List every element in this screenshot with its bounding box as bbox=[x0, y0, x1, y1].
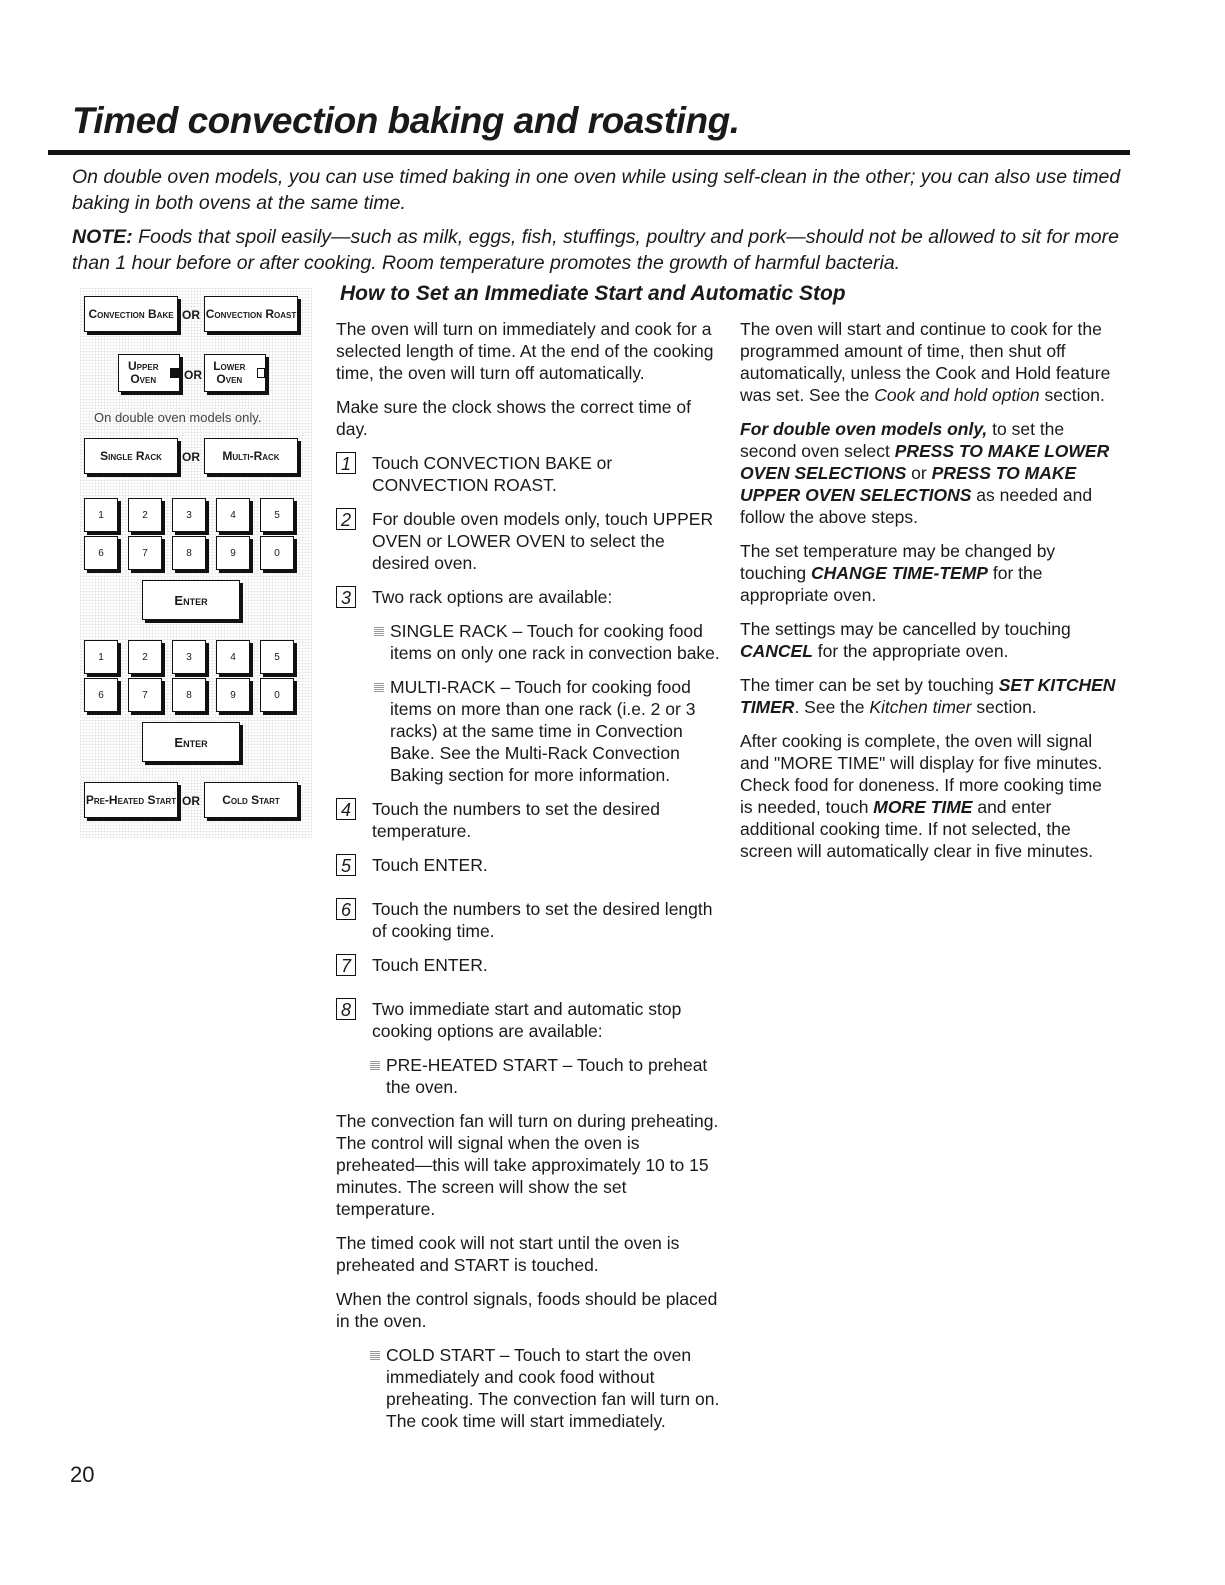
step-number: 8 bbox=[336, 998, 356, 1020]
text-bold: CHANGE TIME-TEMP bbox=[811, 563, 988, 583]
cold-start-key: Cold Start bbox=[204, 782, 298, 818]
step-text: For double oven models only, touch UPPER OVEN or LOWER OVEN to select the desired oven. bbox=[372, 509, 714, 573]
text: for the appropriate oven. bbox=[740, 563, 1043, 605]
bullet-text: PRE-HEATED START – Touch to preheat the oven. bbox=[386, 1055, 708, 1097]
text-bold: For double oven models only, bbox=[740, 419, 988, 439]
step-text: Touch ENTER. bbox=[372, 855, 488, 875]
or-label: OR bbox=[182, 450, 200, 464]
step-2 bbox=[336, 508, 720, 574]
digit-key: 7 bbox=[128, 536, 162, 570]
text: to set the second oven select bbox=[740, 419, 1065, 461]
digit-key: 6 bbox=[84, 536, 118, 570]
step-text: Touch ENTER. bbox=[372, 955, 488, 975]
text: The timer can be set by touching bbox=[740, 675, 999, 695]
list-item bbox=[368, 1344, 720, 1432]
note-body: Foods that spoil easily—such as milk, eggs, fish, stuffings, poultry and pork—should not be allowed to sit for more than 1 hour before or after cooking. Room temperature promotes the growth of harmful bacteria. bbox=[72, 226, 1119, 274]
digit-key: 0 bbox=[260, 678, 294, 712]
text: The set temperature may be changed by touching bbox=[740, 541, 1056, 583]
bullet-text: SINGLE RACK – Touch for cooking food items on only one rack in convection bake. bbox=[390, 621, 720, 663]
list-item bbox=[372, 620, 720, 664]
paragraph bbox=[740, 540, 1116, 606]
page-title: Timed convection baking and roasting. bbox=[72, 100, 740, 141]
or-label: OR bbox=[184, 368, 202, 382]
paragraph bbox=[740, 618, 1116, 662]
step-text: Two immediate start and automatic stop cooking options are available: bbox=[372, 999, 682, 1041]
digit-key: 1 bbox=[84, 640, 118, 674]
bullet-text: MULTI-RACK – Touch for cooking food items on more than one rack (i.e. 2 or 3 racks) at the same time in Convection Bake. See the Multi-Rack Convection Baking section for more information. bbox=[390, 677, 696, 785]
digit-key: 9 bbox=[216, 536, 250, 570]
instructions-column bbox=[336, 318, 720, 1444]
digit-key: 8 bbox=[172, 678, 206, 712]
paragraph bbox=[740, 318, 1116, 406]
text: section. bbox=[1039, 385, 1105, 405]
intro-text: On double oven models, you can use timed baking in one oven while using self-clean in the other; you can also use timed baking in both ovens at the same time. bbox=[72, 166, 1121, 214]
text: and enter additional cooking time. If not selected, the screen will automatically clear in five minutes. bbox=[740, 797, 1094, 861]
step-4 bbox=[336, 798, 720, 842]
digit-key: 6 bbox=[84, 678, 118, 712]
control-panel-illustration bbox=[80, 288, 312, 838]
digit-key: 7 bbox=[128, 678, 162, 712]
paragraph bbox=[740, 418, 1116, 528]
step-number: 5 bbox=[336, 854, 356, 876]
indicator-icon bbox=[257, 368, 265, 378]
upper-oven-label: Upper Oven bbox=[128, 359, 159, 386]
notes-column bbox=[740, 318, 1116, 874]
step-text: Touch the numbers to set the desired length of cooking time. bbox=[372, 899, 713, 941]
paragraph bbox=[740, 674, 1116, 718]
step-7 bbox=[336, 954, 720, 976]
text-bold: PRESS TO MAKE LOWER OVEN SELECTIONS bbox=[740, 441, 1110, 483]
double-oven-note: On double oven models only. bbox=[94, 410, 262, 425]
step-5 bbox=[336, 854, 720, 876]
paragraph bbox=[740, 730, 1116, 862]
step-3 bbox=[336, 586, 720, 608]
text: After cooking is complete, the oven will signal and "MORE TIME" will display for five minutes. Check food for doneness. If more cooking time is needed, touch bbox=[740, 731, 1103, 817]
step-6 bbox=[336, 898, 720, 942]
paragraph: The convection fan will turn on during preheating. The control will signal when the oven is preheated—this will take approximately 10 to 15 minutes. The screen will show the set temperature. bbox=[336, 1111, 719, 1219]
step-number: 4 bbox=[336, 798, 356, 820]
enter-key: Enter bbox=[142, 580, 240, 620]
text-bold: PRESS TO MAKE UPPER OVEN SELECTIONS bbox=[740, 463, 1077, 505]
lower-oven-key bbox=[204, 354, 266, 392]
digit-key: 2 bbox=[128, 498, 162, 532]
text-italic: Cook and hold option bbox=[874, 385, 1040, 405]
note-text bbox=[72, 224, 1122, 276]
paragraph: When the control signals, foods should be placed in the oven. bbox=[336, 1289, 718, 1331]
text: or bbox=[906, 463, 932, 483]
step-1 bbox=[336, 452, 720, 496]
digit-key: 8 bbox=[172, 536, 206, 570]
step-8 bbox=[336, 998, 720, 1042]
digit-key: 2 bbox=[128, 640, 162, 674]
paragraph: Make sure the clock shows the correct time of day. bbox=[336, 397, 691, 439]
upper-oven-key bbox=[118, 354, 180, 392]
text-bold: SET KITCHEN TIMER bbox=[740, 675, 1116, 717]
step-text: Two rack options are available: bbox=[372, 587, 613, 607]
multi-rack-key: Multi-Rack bbox=[204, 438, 298, 474]
convection-bake-key: Convection Bake bbox=[84, 296, 178, 332]
text: . See the bbox=[794, 697, 870, 717]
page-number: 20 bbox=[70, 1462, 95, 1487]
bullet-icon bbox=[370, 1351, 380, 1360]
list-item bbox=[372, 676, 720, 786]
step-text: Touch the numbers to set the desired temperature. bbox=[372, 799, 660, 841]
pre-heated-start-key: Pre-Heated Start bbox=[84, 782, 178, 818]
note-label: NOTE: bbox=[72, 226, 133, 248]
step-number: 1 bbox=[336, 452, 356, 474]
enter-key: Enter bbox=[142, 722, 240, 762]
step-number: 3 bbox=[336, 586, 356, 608]
or-label: OR bbox=[182, 794, 200, 808]
bullet-icon bbox=[370, 1061, 380, 1070]
digit-key: 1 bbox=[84, 498, 118, 532]
single-rack-key: Single Rack bbox=[84, 438, 178, 474]
lower-oven-label: Lower Oven bbox=[213, 359, 246, 386]
digit-key: 3 bbox=[172, 640, 206, 674]
digit-key: 5 bbox=[260, 640, 294, 674]
digit-key: 4 bbox=[216, 498, 250, 532]
text-italic: Kitchen timer bbox=[869, 697, 972, 717]
bullet-icon bbox=[374, 683, 384, 692]
digit-key: 9 bbox=[216, 678, 250, 712]
digit-key: 3 bbox=[172, 498, 206, 532]
text-bold: CANCEL bbox=[740, 641, 813, 661]
title-rule bbox=[48, 150, 1130, 155]
text: The oven will start and continue to cook for the programmed amount of time, then shut off automatically, unless the Cook and Hold feature was set. See the bbox=[740, 319, 1111, 405]
section-heading: How to Set an Immediate Start and Automatic Stop bbox=[340, 282, 846, 305]
text: as needed and follow the above steps. bbox=[740, 485, 1093, 527]
paragraph: The timed cook will not start until the oven is preheated and START is touched. bbox=[336, 1233, 680, 1275]
step-text: Touch CONVECTION BAKE or CONVECTION ROAST. bbox=[372, 453, 613, 495]
text-bold: MORE TIME bbox=[873, 797, 973, 817]
bullet-text: COLD START – Touch to start the oven immediately and cook food without preheating. The convection fan will turn on. The cook time will start immediately. bbox=[386, 1345, 720, 1431]
text: for the appropriate oven. bbox=[812, 641, 1009, 661]
paragraph: The oven will turn on immediately and cook for a selected length of time. At the end of the cooking time, the oven will turn off automatically. bbox=[336, 319, 714, 383]
list-item bbox=[368, 1054, 720, 1098]
text: The settings may be cancelled by touching bbox=[740, 619, 1071, 639]
step-number: 2 bbox=[336, 508, 356, 530]
convection-roast-key: Convection Roast bbox=[204, 296, 298, 332]
step-number: 7 bbox=[336, 954, 356, 976]
step-number: 6 bbox=[336, 898, 356, 920]
or-label: OR bbox=[182, 308, 200, 322]
indicator-icon bbox=[170, 368, 179, 378]
bullet-icon bbox=[374, 627, 384, 636]
digit-key: 0 bbox=[260, 536, 294, 570]
digit-key: 5 bbox=[260, 498, 294, 532]
text: section. bbox=[971, 697, 1037, 717]
digit-key: 4 bbox=[216, 640, 250, 674]
